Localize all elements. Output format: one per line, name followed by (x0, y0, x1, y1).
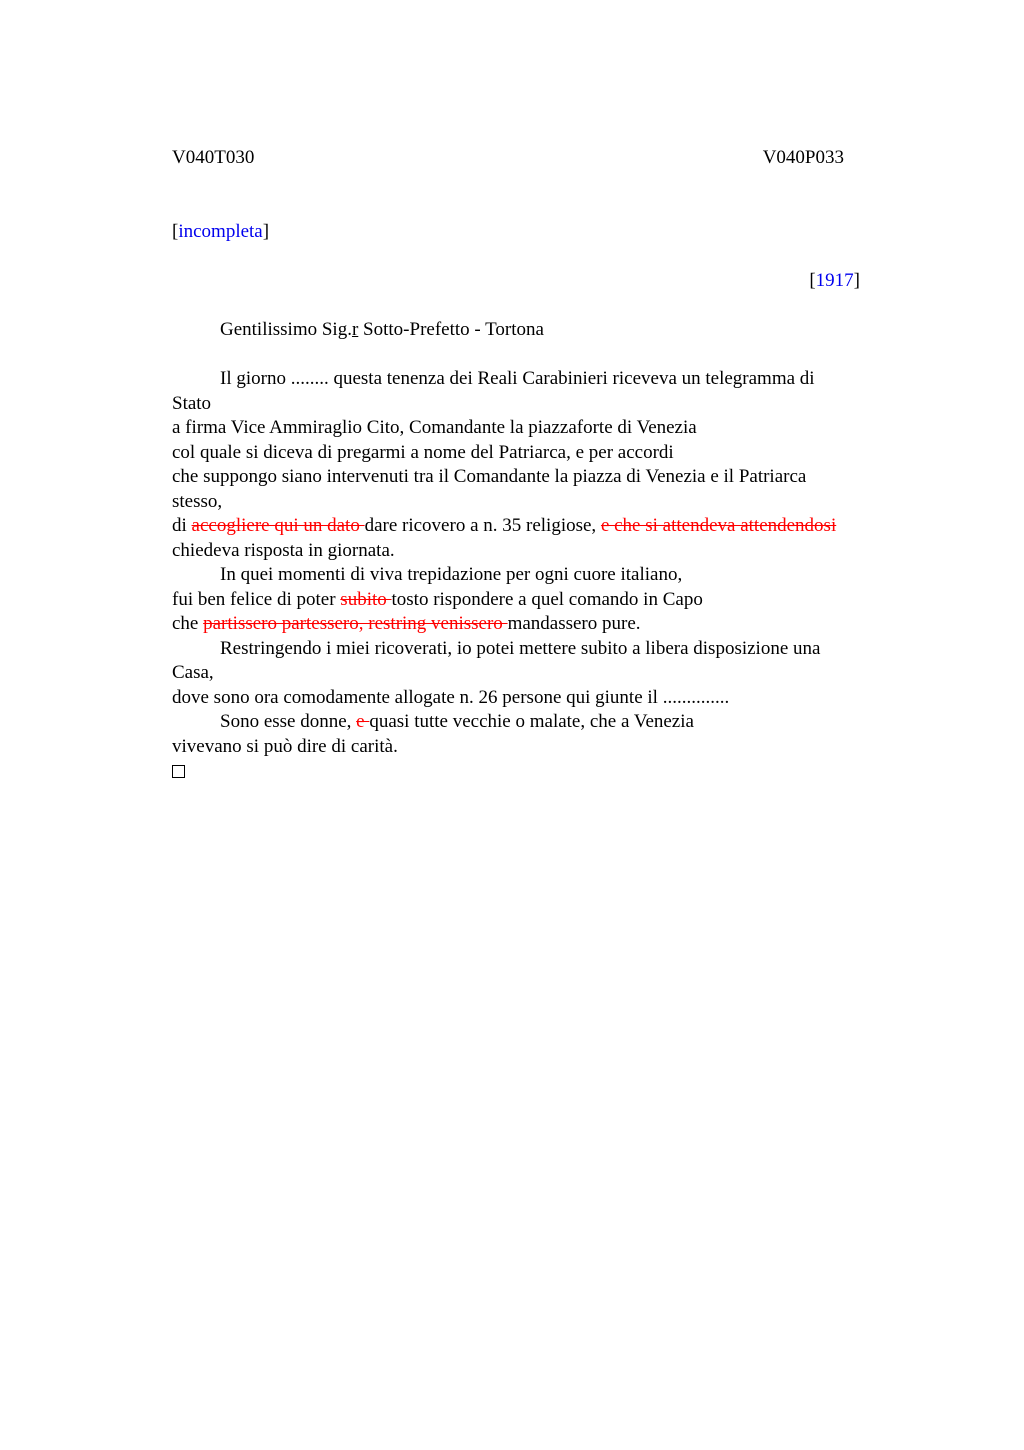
status-note (172, 220, 269, 244)
text-line-14: dove sono ora comodamente allogate n. 26 persone qui giunte il .............. (172, 686, 730, 708)
text-line-5: che suppongo siano intervenuti tra il Comandante la piazza di Venezia e il Patriarca (172, 466, 807, 487)
document-code-right: V040P033 (762, 147, 844, 168)
text-line-15-b: quasi tutte vecchie o malate, che a Venezia (369, 711, 694, 732)
text-line-11-b: mandassero pure. (507, 613, 641, 634)
text-line-2: Stato (172, 392, 212, 414)
text-line-10 (172, 588, 872, 613)
text-line-11-a: che (172, 613, 204, 634)
text-line-7-a: di (172, 515, 192, 536)
text-line-3: a firma Vice Ammiraglio Cito, Comandante la piazzaforte di Venezia (172, 417, 697, 438)
text-line-10-a: fui ben felice di poter (172, 588, 341, 610)
text-line-9: In quei momenti di viva trepidazione per ogni cuore italiano, (220, 564, 683, 585)
salutation (172, 318, 872, 343)
text-line-1: Il giorno ........ questa tenenza dei Reali Carabinieri riceveva un telegramma di (220, 368, 815, 389)
end-marker (172, 759, 872, 786)
letter-body (172, 318, 872, 786)
date-note (809, 269, 860, 293)
deleted-text: accogliere qui un dato (191, 515, 365, 536)
text-line-16: vivevano si può dire di carità. (172, 735, 398, 757)
salutation-underlined: r (351, 319, 359, 340)
status-text: incompleta (178, 221, 263, 242)
deleted-text: subito (340, 588, 392, 610)
text-line-4: col quale si diceva di pregarmi a nome del Patriarca, e per accordi (172, 441, 674, 463)
deleted-text: partissero partessero, restring venissero (203, 613, 508, 634)
text-line-15-a: Sono esse donne, (220, 711, 357, 732)
deleted-text: e che si attendeva attendendosi (600, 515, 837, 536)
document-code-left: V040T030 (172, 147, 255, 168)
text-line-13: Casa, (172, 662, 214, 683)
text-line-8: chiedeva risposta in giornata. (172, 539, 395, 561)
date-text: 1917 (815, 270, 854, 291)
text-line-6: stesso, (172, 490, 223, 512)
status-bracket-close: ] (262, 221, 270, 242)
document-page (172, 0, 872, 1450)
deleted-text: e (356, 711, 370, 732)
text-line-7-b: dare ricovero a n. 35 religiose, (364, 515, 601, 536)
date-bracket-open: [ (809, 270, 816, 291)
salutation-after: Sotto-Prefetto - Tortona (358, 319, 544, 340)
text-line-7 (172, 514, 872, 539)
text-line-10-b: tosto rispondere a quel comando in Capo (391, 588, 703, 610)
salutation-before: Gentilissimo Sig. (220, 319, 352, 340)
text-line-15 (172, 710, 872, 735)
date-bracket-close: ] (853, 270, 860, 291)
paragraph-gap (172, 343, 872, 368)
text-line-11 (172, 612, 872, 637)
text-line-12: Restringendo i miei ricoverati, io potei mettere subito a libera disposizione una (220, 637, 821, 659)
status-bracket-open: [ (172, 221, 179, 242)
square-box-icon (172, 765, 185, 778)
